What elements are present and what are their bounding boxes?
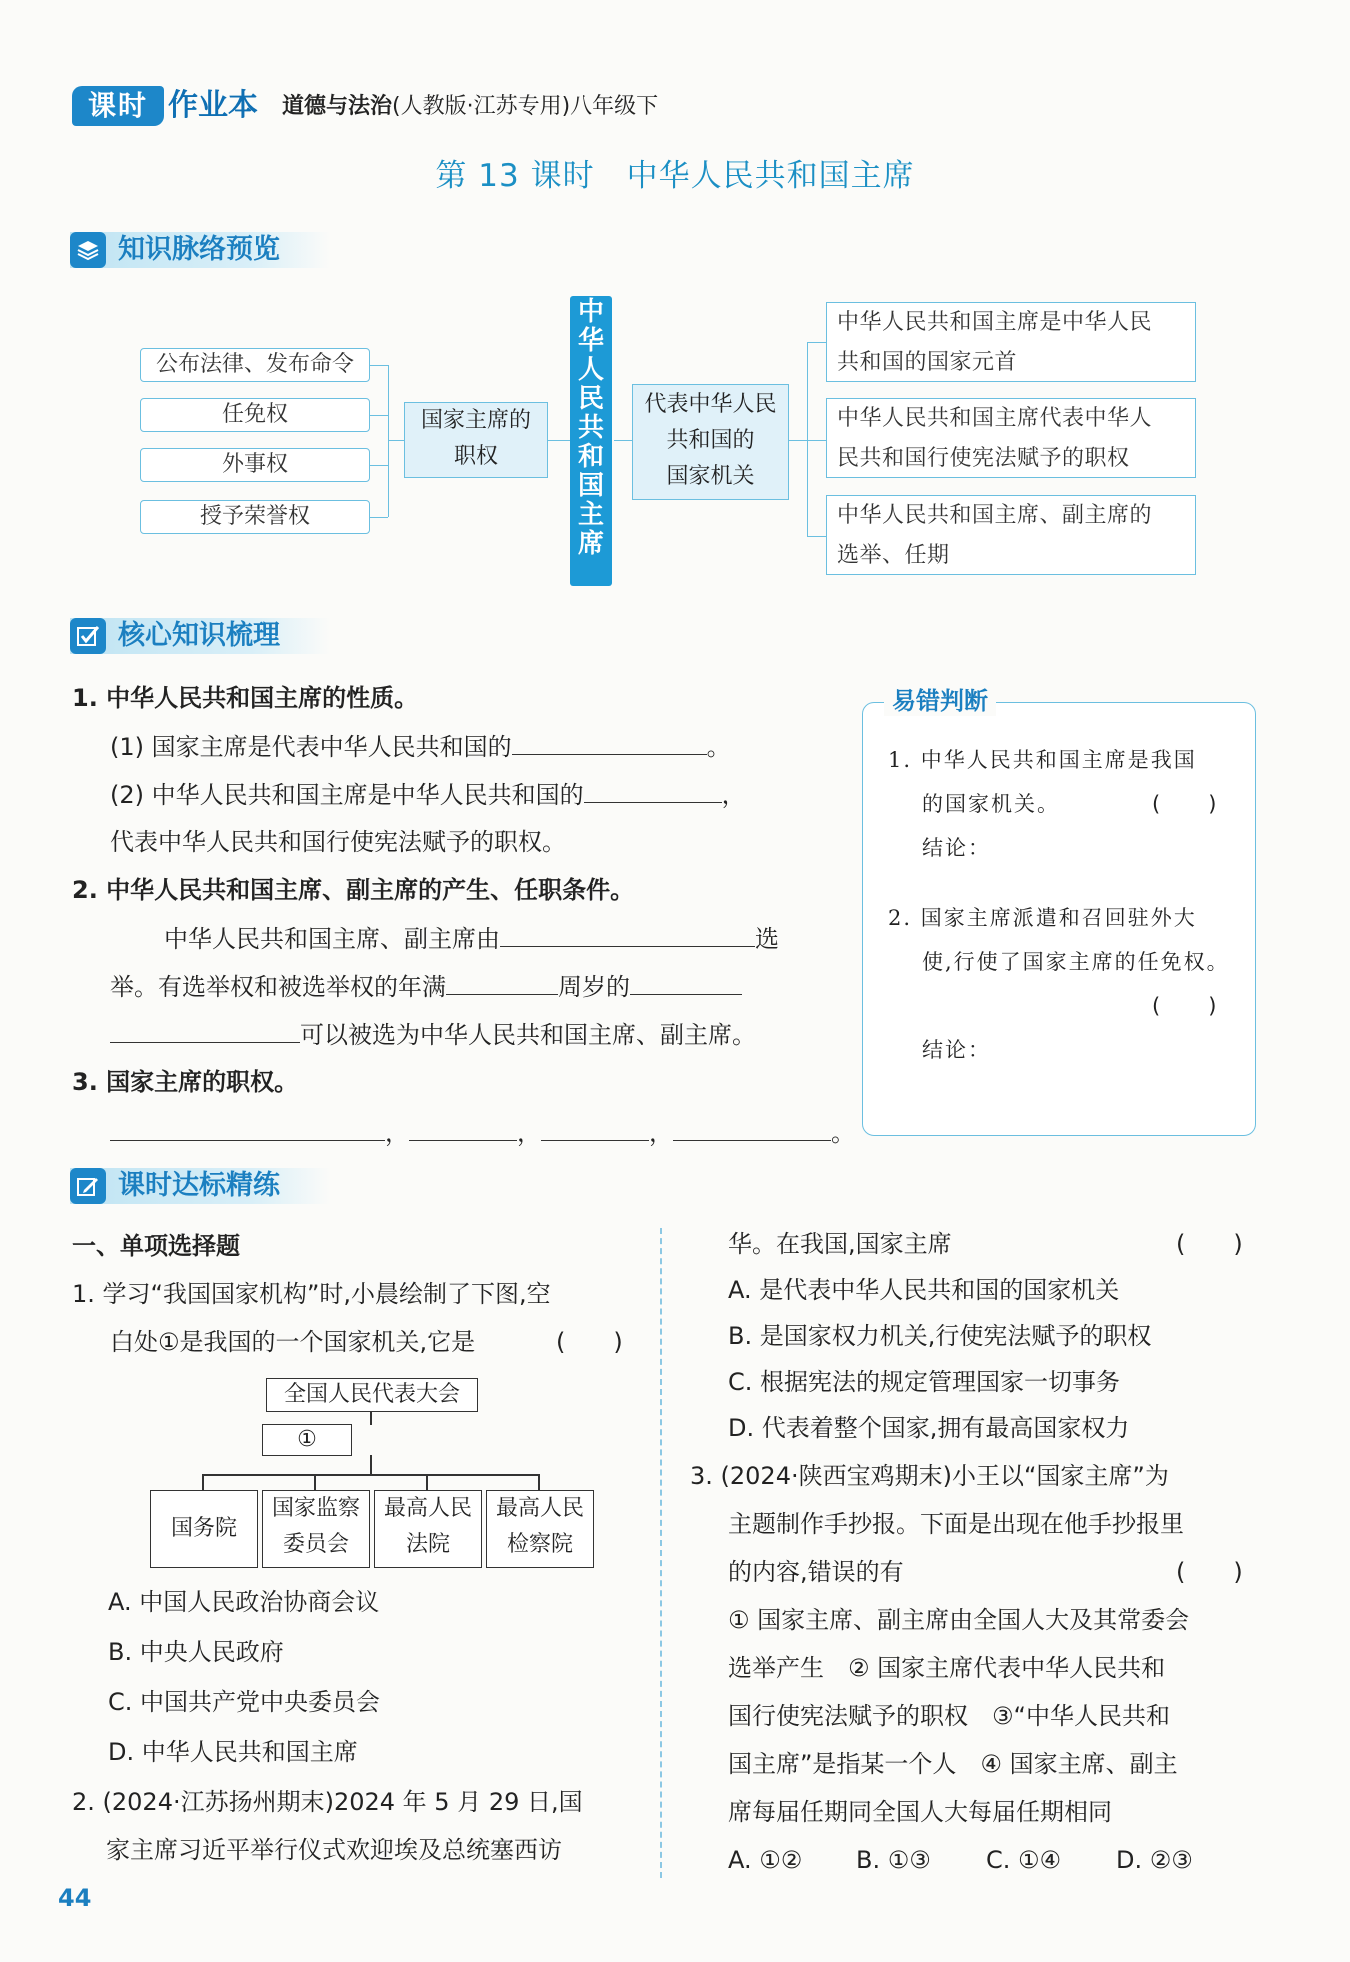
q3-statement: 国主席”是指某一个人 ④ 国家主席、副主 (728, 1750, 1178, 1778)
page-number: 44 (58, 1884, 92, 1912)
answer-blank[interactable] (500, 920, 755, 947)
q1-option-b[interactable]: B. 中央人民政府 (108, 1638, 284, 1666)
core-q2-a: 中华人民共和国主席、副主席由 选 (164, 920, 779, 957)
subject-name: 道德与法治 (282, 94, 393, 119)
core-q2-b: 举。有选举权和被选举权的年满 周岁的 (110, 968, 742, 1005)
section-title: 课时达标精练 (118, 1170, 280, 1201)
mm-item-line: 中华人民共和国主席、副主席的 (837, 503, 1153, 528)
q2-option-d[interactable]: D. 代表着整个国家,拥有最高国家权力 (728, 1414, 1130, 1442)
core-q1-b2: 代表中华人民共和国行使宪法赋予的职权。 (110, 828, 566, 856)
q2-option-b[interactable]: B. 是国家权力机关,行使宪法赋予的职权 (728, 1322, 1152, 1350)
mm-node-line: 职权 (453, 444, 498, 469)
section-header-preview (70, 232, 330, 268)
q3-text: 3. (2024·陕西宝鸡期末)小王以“国家主席”为 (690, 1462, 1169, 1490)
q3-option-b[interactable]: B. ①③ (856, 1846, 931, 1874)
answer-paren[interactable]: ( ) (556, 1328, 623, 1356)
core-q3-blanks: ， ， ， 。 (110, 1114, 855, 1151)
section-title: 核心知识梳理 (118, 620, 280, 651)
core-q1-b: (2) 中华人民共和国主席是中华人民共和国的 ， (110, 776, 746, 813)
q1-option-a[interactable]: A. 中国人民政治协商会议 (108, 1588, 380, 1616)
q3-statement: 国行使宪法赋予的职权 ③“中华人民共和 (728, 1702, 1170, 1730)
answer-blank[interactable] (673, 1114, 831, 1141)
subject-line (282, 92, 658, 122)
org-child-box: 最高人民 法院 (374, 1490, 482, 1568)
mm-item-line: 选举、任期 (837, 543, 950, 568)
answer-blank[interactable] (110, 1114, 385, 1141)
answer-blank[interactable] (584, 776, 722, 803)
series-logo: 课时 (72, 86, 164, 126)
core-q2-c: 可以被选为中华人民共和国主席、副主席。 (110, 1016, 756, 1053)
mm-center-node: 中华人民共和国主席 (570, 296, 612, 586)
q1-option-c[interactable]: C. 中国共产党中央委员会 (108, 1688, 381, 1716)
core-q1-a: (1) 国家主席是代表中华人民共和国的 。 (110, 728, 731, 765)
error-item-1-cont: 的国家机关。 (922, 792, 1060, 816)
q2-text: 2. (2024·江苏扬州期末)2024 年 5 月 29 日,国 (72, 1788, 583, 1816)
mm-organ-item (826, 495, 1196, 575)
core-q2-title: 2. 中华人民共和国主席、副主席的产生、任职条件。 (72, 876, 635, 904)
mm-node-line: 共和国的 (666, 428, 755, 453)
answer-blank[interactable] (630, 968, 742, 995)
column-divider (660, 1228, 662, 1878)
answer-paren[interactable]: ( ) (1152, 792, 1219, 816)
mm-power-item: 授予荣誉权 (140, 500, 370, 534)
q2-option-c[interactable]: C. 根据宪法的规定管理国家一切事务 (728, 1368, 1121, 1396)
mm-item-line: 共和国的国家元首 (837, 350, 1018, 375)
q2-text-cont: 家主席习近平举行仪式欢迎埃及总统塞西访 (106, 1836, 562, 1864)
lesson-title: 第 13 课时 中华人民共和国主席 (435, 158, 915, 194)
layers-icon (70, 232, 106, 268)
mm-organ-item (826, 398, 1196, 478)
error-item-1: 1. 中华人民共和国主席是我国 (888, 748, 1197, 772)
mm-item-line: 中华人民共和国主席是中华人民 (837, 310, 1153, 335)
checkbox-icon (70, 618, 106, 654)
mm-powers-node (404, 402, 548, 478)
mm-node-line: 代表中华人民 (644, 392, 777, 417)
mm-organ-item (826, 302, 1196, 382)
q3-option-c[interactable]: C. ①④ (986, 1846, 1062, 1874)
org-child-box: 最高人民 检察院 (486, 1490, 594, 1568)
mm-item-line: 民共和国行使宪法赋予的职权 (837, 446, 1130, 471)
q1-text: 1. 学习“我国国家机构”时,小晨绘制了下图,空 (72, 1280, 551, 1308)
answer-paren[interactable]: ( ) (1176, 1558, 1243, 1586)
q3-option-a[interactable]: A. ①② (728, 1846, 803, 1874)
mm-power-item: 任免权 (140, 398, 370, 432)
book-name: 作业本 (168, 88, 258, 123)
section-title: 知识脉络预览 (118, 234, 280, 265)
error-item-2: 2. 国家主席派遣和召回驻外大 (888, 906, 1197, 930)
core-q1-title: 1. 中华人民共和国主席的性质。 (72, 684, 419, 712)
q3-option-d[interactable]: D. ②③ (1116, 1846, 1193, 1874)
mm-node-line: 国家机关 (666, 464, 755, 489)
error-item-2-cont: 使,行使了国家主席的任免权。 (922, 950, 1230, 974)
mm-power-item: 公布法律、发布命令 (140, 348, 370, 382)
org-top-box: 全国人民代表大会 (266, 1378, 478, 1412)
q2-text-cont2: 华。在我国,国家主席 (728, 1230, 952, 1258)
q3-text-cont: 的内容,错误的有 (728, 1558, 904, 1586)
conclusion-label: 结论： (922, 836, 991, 860)
answer-paren[interactable]: ( ) (1176, 1230, 1243, 1258)
core-q3-title: 3. 国家主席的职权。 (72, 1068, 299, 1096)
answer-paren[interactable]: ( ) (1152, 994, 1219, 1018)
edition-info: (人教版·江苏专用)八年级下 (392, 94, 659, 119)
pencil-icon (70, 1168, 106, 1204)
answer-blank[interactable] (409, 1114, 517, 1141)
q3-text-cont: 主题制作手抄报。下面是出现在他手抄报里 (728, 1510, 1184, 1538)
q3-statement: 席每届任期同全国人大每届任期相同 (728, 1798, 1112, 1826)
answer-blank[interactable] (512, 728, 707, 755)
q3-statement: ① 国家主席、副主席由全国人大及其常委会 (728, 1606, 1190, 1634)
mm-power-item: 外事权 (140, 448, 370, 482)
q1-option-d[interactable]: D. 中华人民共和国主席 (108, 1738, 358, 1766)
answer-blank[interactable] (110, 1016, 300, 1043)
mm-organ-node (632, 384, 789, 500)
question-type-title: 一、单项选择题 (72, 1232, 240, 1260)
org-child-box: 国务院 (150, 1490, 258, 1568)
mm-item-line: 中华人民共和国主席代表中华人 (837, 406, 1153, 431)
section-header-practice (70, 1168, 330, 1204)
org-child-box: 国家监察 委员会 (262, 1490, 370, 1568)
section-header-core (70, 618, 330, 654)
q1-text-cont: 白处①是我国的一个国家机关,它是 (110, 1328, 476, 1356)
error-check-tag: 易错判断 (884, 686, 996, 716)
answer-blank[interactable] (541, 1114, 649, 1141)
q3-statement: 选举产生 ② 国家主席代表中华人民共和 (728, 1654, 1166, 1682)
q2-option-a[interactable]: A. 是代表中华人民共和国的国家机关 (728, 1276, 1120, 1304)
mm-node-line: 国家主席的 (420, 408, 531, 433)
conclusion-label: 结论： (922, 1038, 991, 1062)
answer-blank[interactable] (446, 968, 558, 995)
org-blank-box[interactable]: ① (262, 1424, 352, 1456)
